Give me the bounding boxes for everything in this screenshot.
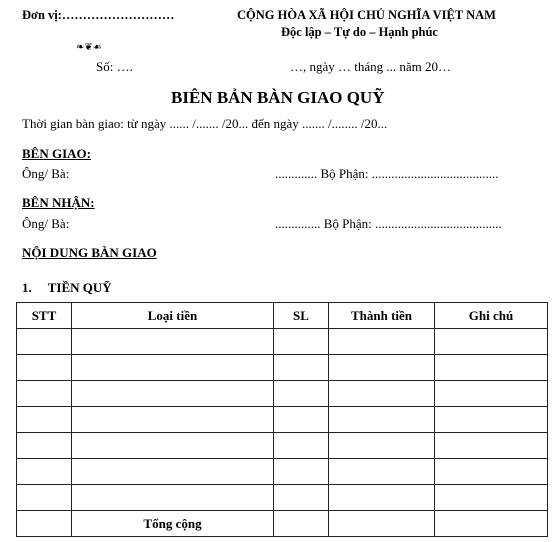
table-cell xyxy=(17,485,72,511)
table-cell xyxy=(274,433,329,459)
document-date: …, ngày … tháng ... năm 20… xyxy=(290,59,452,74)
table-cell xyxy=(329,407,435,433)
table-row xyxy=(17,485,548,511)
ben-nhan-person: Ông/ Bà: xyxy=(22,216,70,231)
table-cell xyxy=(274,355,329,381)
table-cell xyxy=(17,459,72,485)
section-tien-quy: 1. TIỀN QUỸ xyxy=(22,280,112,295)
table-cell xyxy=(329,355,435,381)
page-title: BIÊN BẢN BÀN GIAO QUỸ xyxy=(171,88,385,107)
table-row xyxy=(17,459,548,485)
ben-giao-dept: ............. Bộ Phận: ....................................... xyxy=(275,166,499,181)
table-cell xyxy=(329,485,435,511)
table-cell xyxy=(329,459,435,485)
col-header-sl: SL xyxy=(274,303,329,329)
table-header-row xyxy=(17,303,548,329)
table-cell xyxy=(435,511,548,537)
table-cell xyxy=(435,485,548,511)
table-cell xyxy=(17,381,72,407)
table-row xyxy=(17,433,548,459)
table-cell xyxy=(274,459,329,485)
table-cell xyxy=(329,329,435,355)
table-cell xyxy=(274,511,329,537)
document-number: Số: …. xyxy=(96,59,133,74)
table-cell xyxy=(72,355,274,381)
content-heading: NỘI DUNG BÀN GIAO xyxy=(22,245,157,260)
table-cell xyxy=(274,329,329,355)
national-motto: Độc lập – Tự do – Hạnh phúc xyxy=(281,25,438,39)
table-cell xyxy=(17,433,72,459)
ben-giao-heading: BÊN GIAO: xyxy=(22,146,91,161)
table-cell xyxy=(435,329,548,355)
table-cell xyxy=(72,485,274,511)
table-cell xyxy=(329,511,435,537)
ornament-icon: ❧❦☙ xyxy=(76,42,102,53)
table-cell xyxy=(435,355,548,381)
ben-nhan-heading: BÊN NHẬN: xyxy=(22,195,95,210)
table-cell xyxy=(72,407,274,433)
col-header-stt: STT xyxy=(17,303,72,329)
table-cell xyxy=(274,485,329,511)
table-cell xyxy=(435,407,548,433)
table-cell xyxy=(274,407,329,433)
country-name: CỘNG HÒA XÃ HỘI CHỦ NGHĨA VIỆT NAM xyxy=(237,8,496,22)
ben-giao-person: Ông/ Bà: xyxy=(22,166,70,181)
handover-time: Thời gian bàn giao: từ ngày ...... /....... /20... đến ngày ....... /........ /20... xyxy=(22,116,388,131)
table-cell xyxy=(72,459,274,485)
table-cell xyxy=(435,459,548,485)
table-cell xyxy=(72,381,274,407)
table-row xyxy=(17,407,548,433)
table-row xyxy=(17,355,548,381)
table-cell xyxy=(435,433,548,459)
fund-table xyxy=(16,302,548,537)
unit-label: Đơn vị:……………………… xyxy=(22,8,175,22)
ben-nhan-dept: .............. Bộ Phận: ....................................... xyxy=(275,216,502,231)
table-cell xyxy=(17,329,72,355)
table-cell xyxy=(329,433,435,459)
table-cell xyxy=(72,433,274,459)
table-cell xyxy=(329,381,435,407)
table-row xyxy=(17,329,548,355)
table-cell xyxy=(17,355,72,381)
table-cell xyxy=(72,329,274,355)
col-header-ghi-chu: Ghi chú xyxy=(435,303,548,329)
table-cell xyxy=(274,381,329,407)
table-total-row xyxy=(17,511,548,537)
table-cell xyxy=(435,381,548,407)
table-cell xyxy=(17,407,72,433)
col-header-thanh-tien: Thành tiền xyxy=(329,303,435,329)
table-cell xyxy=(17,511,72,537)
table-row xyxy=(17,381,548,407)
total-label: Tổng cộng xyxy=(72,511,274,537)
col-header-loai-tien: Loại tiền xyxy=(72,303,274,329)
